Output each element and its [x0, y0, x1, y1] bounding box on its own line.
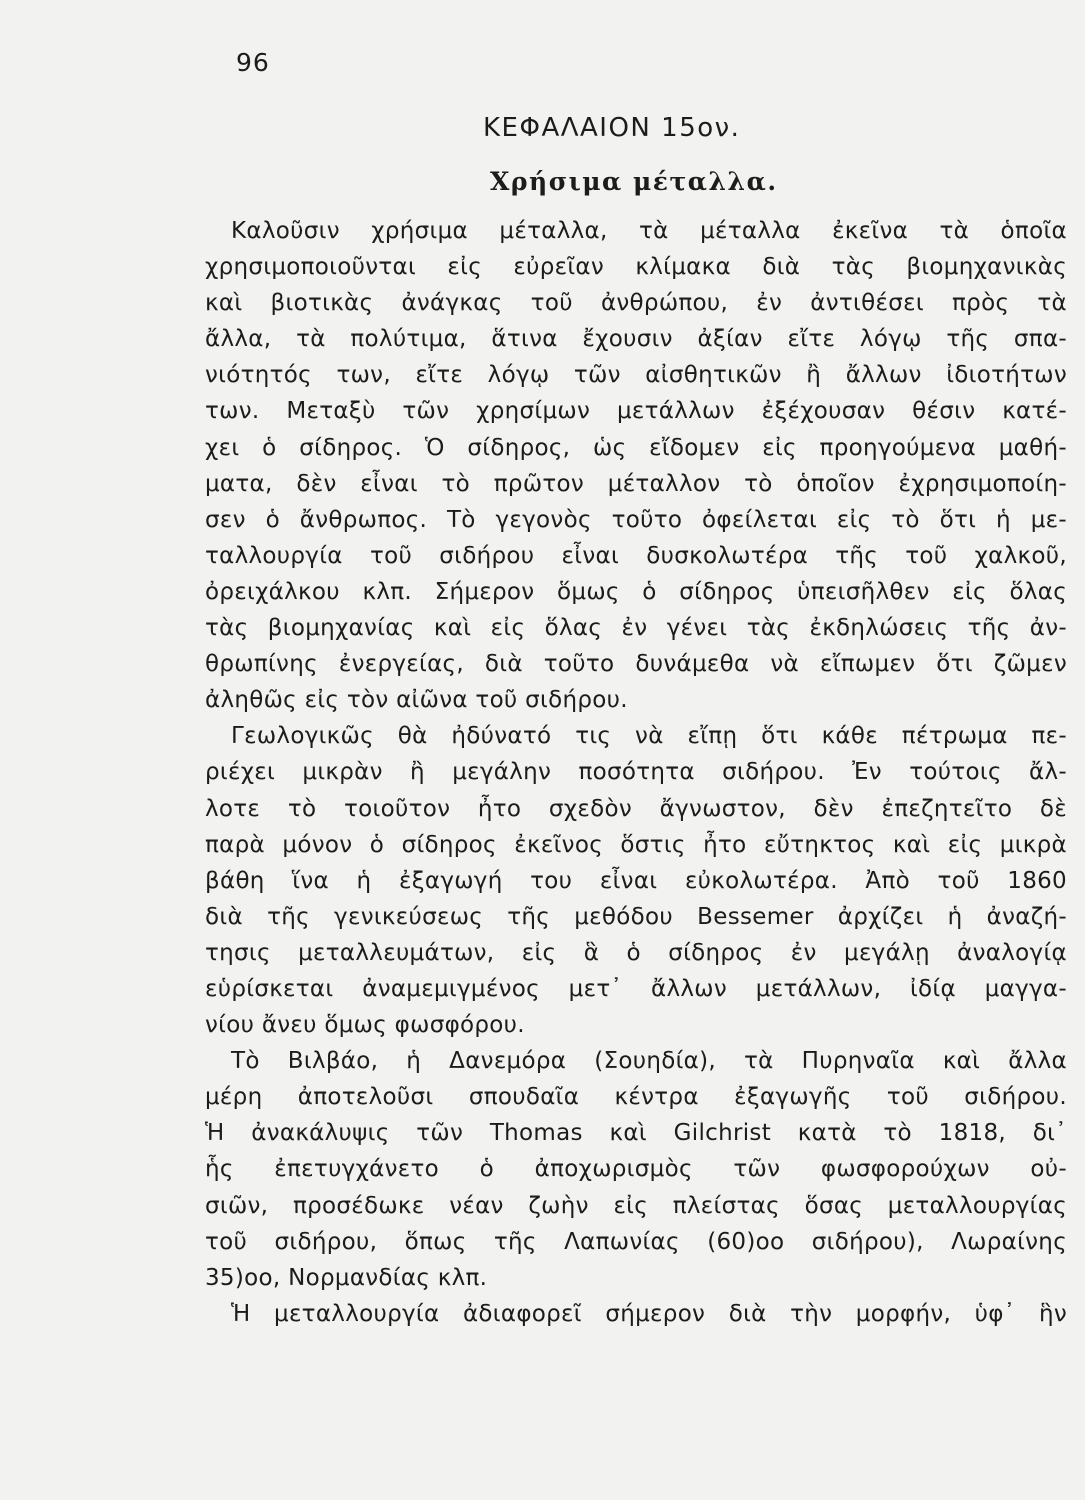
- text-line: λοτε τὸ τοιοῦτον ἦτο σχεδὸν ἄγνωστον, δὲν ἐπεζητεῖτο δὲ: [205, 795, 1067, 822]
- text-line: Καλοῦσιν χρήσιμα μέταλλα, τὰ μέταλλα ἐκεῖνα τὰ ὁποῖα: [231, 218, 1067, 244]
- text-line: διὰ τῆς γενικεύσεως τῆς μεθόδου Bessemer ἀρχίζει ἡ ἀναζή-: [205, 903, 1067, 930]
- page-number: 96: [236, 48, 270, 77]
- text-line: ὀρειχάλκου κλπ. Σήμερον ὅμως ὁ σίδηρος ὑπεισῆλθεν εἰς ὅλας: [205, 578, 1067, 605]
- text-line: των. Μεταξὺ τῶν χρησίμων μετάλλων ἐξέχουσαν θέσιν κατέ-: [205, 398, 1067, 425]
- text-line: τὰς βιομηχανίας καὶ εἰς ὅλας ἐν γένει τὰς ἐκδηλώσεις τῆς ἀν-: [205, 615, 1067, 642]
- text-line: παρὰ μόνον ὁ σίδηρος ἐκεῖνος ὅστις ἦτο εὔτηκτος καὶ εἰς μικρὰ: [205, 831, 1067, 858]
- text-line: Ἡ ἀνακάλυψις τῶν Thomas καὶ Gilchrist κατὰ τὸ 1818, δι᾽: [205, 1120, 1067, 1147]
- text-line: νίου ἄνευ ὅμως φωσφόρου.: [205, 1012, 525, 1039]
- text-line: βάθη ἵνα ἡ ἐξαγωγή του εἶναι εὐκολωτέρα. Ἀπὸ τοῦ 1860: [205, 867, 1067, 894]
- text-line: ἧς ἐπετυγχάνετο ὁ ἀποχωρισμὸς τῶν φωσφορούχων οὐ-: [205, 1156, 1067, 1183]
- text-line: τοῦ σιδήρου, ὅπως τῆς Λαπωνίας (60)οο σιδήρου), Λωραίνης: [205, 1228, 1067, 1255]
- text-line: Γεωλογικῶς θὰ ἠδύνατό τις νὰ εἴπῃ ὅτι κάθε πέτρωμα πε-: [231, 723, 1067, 750]
- text-line: ταλλουργία τοῦ σιδήρου εἶναι δυσκολωτέρα τῆς τοῦ χαλκοῦ,: [205, 542, 1067, 569]
- text-line: ματα, δὲν εἶναι τὸ πρῶτον μέταλλον τὸ ὁποῖον ἐχρησιμοποίη-: [205, 470, 1067, 497]
- text-line: εὑρίσκεται ἀναμεμιγμένος μετ᾽ ἄλλων μετάλλων, ἰδίᾳ μαγγα-: [205, 975, 1067, 1002]
- text-line: θρωπίνης ἐνεργείας, διὰ τοῦτο δυνάμεθα νὰ εἴπωμεν ὅτι ζῶμεν: [205, 651, 1067, 678]
- text-line: χρησιμοποιοῦνται εἰς εὐρεῖαν κλίμακα διὰ τὰς βιομηχανικὰς: [205, 254, 1067, 281]
- text-line: ριέχει μικρὰν ἢ μεγάλην ποσότητα σιδήρου. Ἐν τούτοις ἄλ-: [205, 759, 1067, 786]
- text-line: 35)οο, Νορμανδίας κλπ.: [205, 1264, 488, 1291]
- text-line: σιῶν, προσέδωκε νέαν ζωὴν εἰς πλείστας ὅσας μεταλλουργίας: [205, 1192, 1067, 1219]
- text-line: σεν ὁ ἄνθρωπος. Τὸ γεγονὸς τοῦτο ὀφείλεται εἰς τὸ ὅτι ἡ με-: [205, 506, 1067, 533]
- text-line: Ἡ μεταλλουργία ἀδιαφορεῖ σήμερον διὰ τὴν μορφήν, ὑφ᾽ ἣν: [231, 1300, 1067, 1327]
- section-title: Χρήσιμα μέταλλα.: [490, 167, 778, 196]
- text-line: Τὸ Βιλβάο, ἡ Δανεμόρα (Σουηδία), τὰ Πυρηναῖα καὶ ἄλλα: [231, 1048, 1067, 1075]
- text-line: ἄλλα, τὰ πολύτιμα, ἅτινα ἔχουσιν ἀξίαν εἴτε λόγῳ τῆς σπα-: [205, 326, 1067, 353]
- text-line: μέρη ἀποτελοῦσι σπουδαῖα κέντρα ἐξαγωγῆς τοῦ σιδήρου.: [205, 1084, 1067, 1111]
- text-line: χει ὁ σίδηρος. Ὁ σίδηρος, ὡς εἴδομεν εἰς προηγούμενα μαθή-: [205, 434, 1067, 461]
- body-text: [205, 213, 1067, 1332]
- text-line: νιότητός των, εἴτε λόγῳ τῶν αἰσθητικῶν ἢ ἄλλων ἰδιοτήτων: [205, 362, 1067, 389]
- text-line: ἀληθῶς εἰς τὸν αἰῶνα τοῦ σιδήρου.: [205, 687, 628, 714]
- chapter-heading: ΚΕΦΑΛΑΙΟΝ 15ον.: [483, 113, 741, 143]
- text-line: τησις μεταλλευμάτων, εἰς ἃ ὁ σίδηρος ἐν μεγάλῃ ἀναλογίᾳ: [205, 939, 1067, 966]
- text-line: καὶ βιοτικὰς ἀνάγκας τοῦ ἀνθρώπου, ἐν ἀντιθέσει πρὸς τὰ: [205, 290, 1067, 317]
